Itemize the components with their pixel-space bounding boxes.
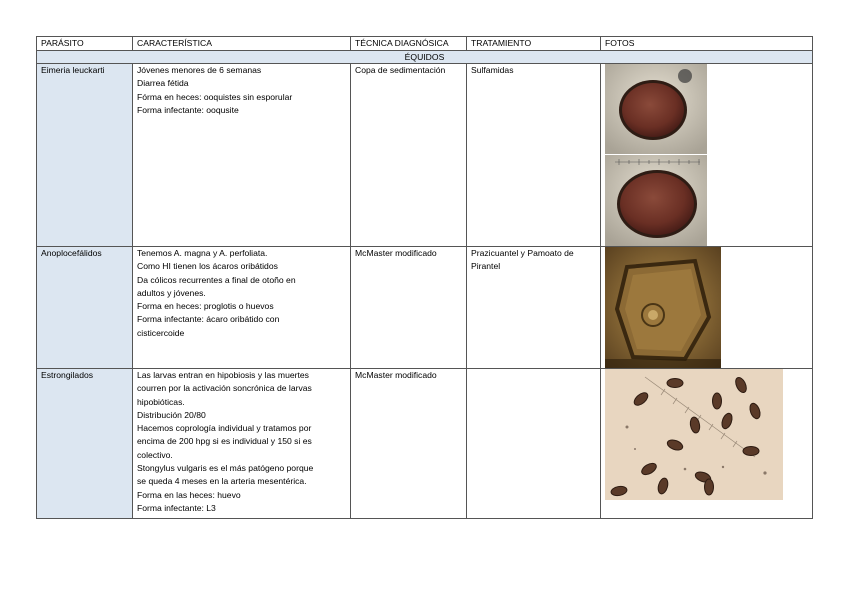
oocyst xyxy=(620,173,694,235)
characteristic-line: Como HI tienen los ácaros oribátidos xyxy=(137,261,278,272)
characteristic-line: Las larvas entran en hipobiosis y las muertes xyxy=(137,370,309,380)
characteristic-line: Forma infectante: L3 xyxy=(137,502,216,513)
table-row xyxy=(37,64,813,247)
photo-background xyxy=(605,369,783,500)
characteristic-line: Forma en heces: proglotis o huevos xyxy=(137,301,274,312)
strongyle-eggs-photo xyxy=(605,369,783,500)
header-caracteristica: CARACTERÍSTICA xyxy=(133,37,351,51)
eimeria-oocyst-photos xyxy=(605,64,707,246)
debris-dot xyxy=(678,69,692,83)
characteristic-line: courren por la activación soncrónica de larvas xyxy=(137,383,312,394)
treatment: Sulfamidas xyxy=(467,64,601,247)
header-fotos: FOTOS xyxy=(601,37,813,51)
header-row xyxy=(37,37,813,51)
parasite-name: Anoplocefálidos xyxy=(37,247,133,369)
parasite-name: Eimeria leuckarti xyxy=(37,64,133,247)
table-row xyxy=(37,247,813,369)
diagnostic-technique: Copa de sedimentación xyxy=(351,64,467,247)
characteristic-line: se queda 4 meses en la arteria mesentérica. xyxy=(137,476,307,487)
characteristics-cell xyxy=(133,64,351,247)
characteristic-line: Tenemos A. magna y A. perfoliata. xyxy=(137,248,268,258)
characteristic-line: Forma infectante: ácaro oribátido con xyxy=(137,314,280,325)
characteristic-line: Da cólicos recurrentes a final de otoño en xyxy=(137,274,296,285)
section-row xyxy=(37,51,813,64)
treatment xyxy=(467,369,601,519)
characteristics-cell xyxy=(133,369,351,519)
characteristic-line: colectivo. xyxy=(137,449,173,460)
header-tecnica: TÉCNICA DIAGNÓSICA xyxy=(351,37,467,51)
diagnostic-technique: McMaster modificado xyxy=(351,247,467,369)
characteristic-line: cisticercoide xyxy=(137,327,185,338)
photos-cell xyxy=(601,247,813,369)
characteristic-line: Forma en las heces: huevo xyxy=(137,489,241,500)
oncosphere xyxy=(648,310,658,320)
characteristic-line: Diarrea fétida xyxy=(137,78,189,89)
header-parasito: PARÁSITO xyxy=(37,37,133,51)
section-title: ÉQUIDOS xyxy=(37,51,813,64)
characteristic-line: Jóvenes menores de 6 semanas xyxy=(137,65,262,75)
parasite-table xyxy=(36,36,813,519)
characteristic-line: encima de 200 hpg si es individual y 150 si es xyxy=(137,436,312,447)
characteristic-line: Hacemos coprología individual y tratamos por xyxy=(137,423,312,434)
photos-cell xyxy=(601,64,813,247)
dark-debris xyxy=(605,359,721,368)
characteristic-line: Stongylus vulgaris es el más patógeno porque xyxy=(137,463,314,474)
oocyst xyxy=(622,83,684,137)
anoplocephala-egg-photo xyxy=(605,247,721,368)
header-tratamiento: TRATAMIENTO xyxy=(467,37,601,51)
characteristic-line: hipobióticas. xyxy=(137,396,185,407)
characteristic-line: Forma infectante: ooqusite xyxy=(137,104,239,115)
parasite-name: Estrongilados xyxy=(37,369,133,519)
characteristics-cell xyxy=(133,247,351,369)
characteristic-line: Fórma en heces: ooquistes sin esporular xyxy=(137,91,293,102)
photos-cell xyxy=(601,369,813,519)
table-row xyxy=(37,369,813,519)
characteristic-line: adultos y jóvenes. xyxy=(137,287,206,298)
characteristic-line: Distribución 20/80 xyxy=(137,409,206,420)
diagnostic-technique: McMaster modificado xyxy=(351,369,467,519)
treatment: Prazicuantel y Pamoato de Pirantel xyxy=(467,247,601,369)
